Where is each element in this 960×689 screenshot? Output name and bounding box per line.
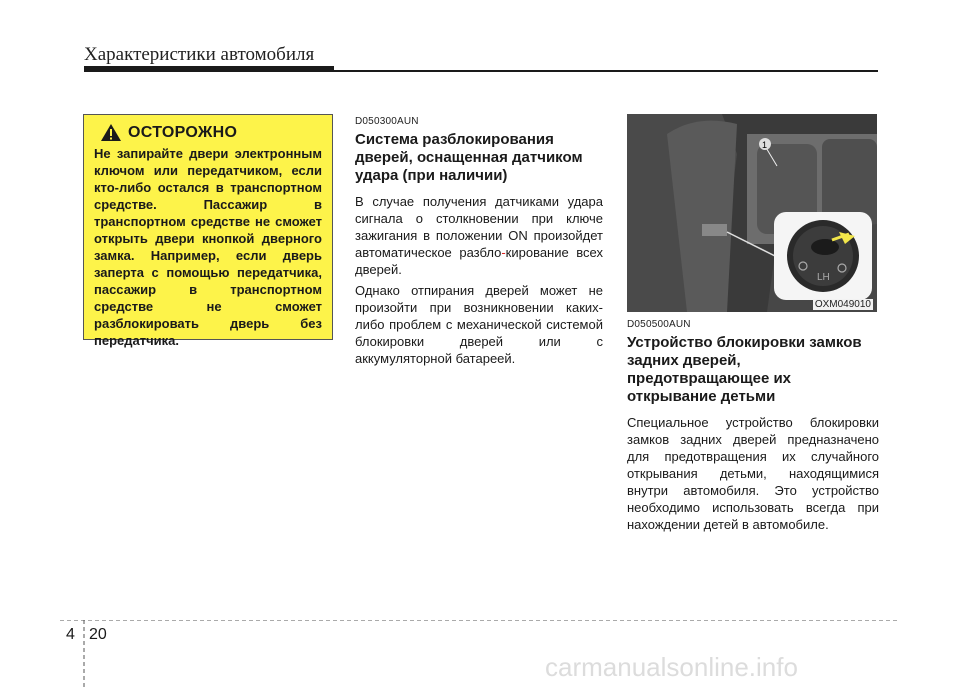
- callout-number: 1: [762, 140, 768, 150]
- section-paragraph: Однако отпирания дверей может не произойти при возникновении каких-либо проблем с механической системой блокировки дверей или с аккумуляторной батареей.: [355, 283, 603, 366]
- warning-header: [100, 123, 322, 142]
- header-rule-thick: [84, 66, 334, 72]
- door-lock-illustration: [627, 114, 877, 312]
- section-shock-sensor: [355, 116, 603, 371]
- section-title: Система разблокирования дверей, оснащенная датчиком удара (при наличии): [355, 131, 583, 184]
- page-number: 20: [89, 626, 107, 643]
- hyphen-mark: -: [501, 245, 506, 260]
- section-code: D050500AUN: [627, 319, 691, 330]
- lock-label: LH: [817, 272, 830, 283]
- warning-triangle-icon: [100, 123, 122, 142]
- watermark: carmanualsonline.info: [545, 652, 798, 682]
- page-header-title: Характеристики автомобиля: [84, 44, 315, 65]
- figure-caption: OXM049010: [814, 299, 871, 310]
- paragraph-main: В случае получения датчиками удара сигнала о столкновении при ключе зажигания в положении ON произойдет автоматическое разбло: [355, 194, 603, 260]
- section-title: Устройство блокировки замков задних дверей, предотвращающее их открывание детьми: [627, 334, 862, 405]
- warning-box: [83, 114, 333, 348]
- paragraph-end: кирование всех дверей.: [355, 245, 603, 277]
- section-paragraph: Специальное устройство блокировки замков задних дверей предназначено для предотвращения их случайного открывания детьми, находящимися внутри автомобиля. Это устройство необходимо использовать всегда при нахождении детей в автомобиле.: [627, 415, 879, 532]
- section-paragraph: [355, 193, 603, 278]
- section-code: D050300AUN: [355, 116, 419, 127]
- footer-lines: [0, 620, 960, 689]
- warning-text: Не запирайте двери электронным ключом или передатчиком, если кто-либо остался в транспортном средстве. Пассажир в транспортном средстве не сможет открыть двери кнопкой дверного замка. Например, если дверь заперта с помощью передатчика, пассажир в транспортном средстве не сможет разблокировать дверь без передатчика.: [94, 146, 322, 348]
- warning-title: ОСТОРОЖНО: [128, 123, 238, 141]
- header-rule-thin: [334, 70, 878, 72]
- chapter-number: 4: [66, 626, 75, 643]
- door-lock-photo: [627, 114, 877, 312]
- section-child-lock: [627, 114, 879, 537]
